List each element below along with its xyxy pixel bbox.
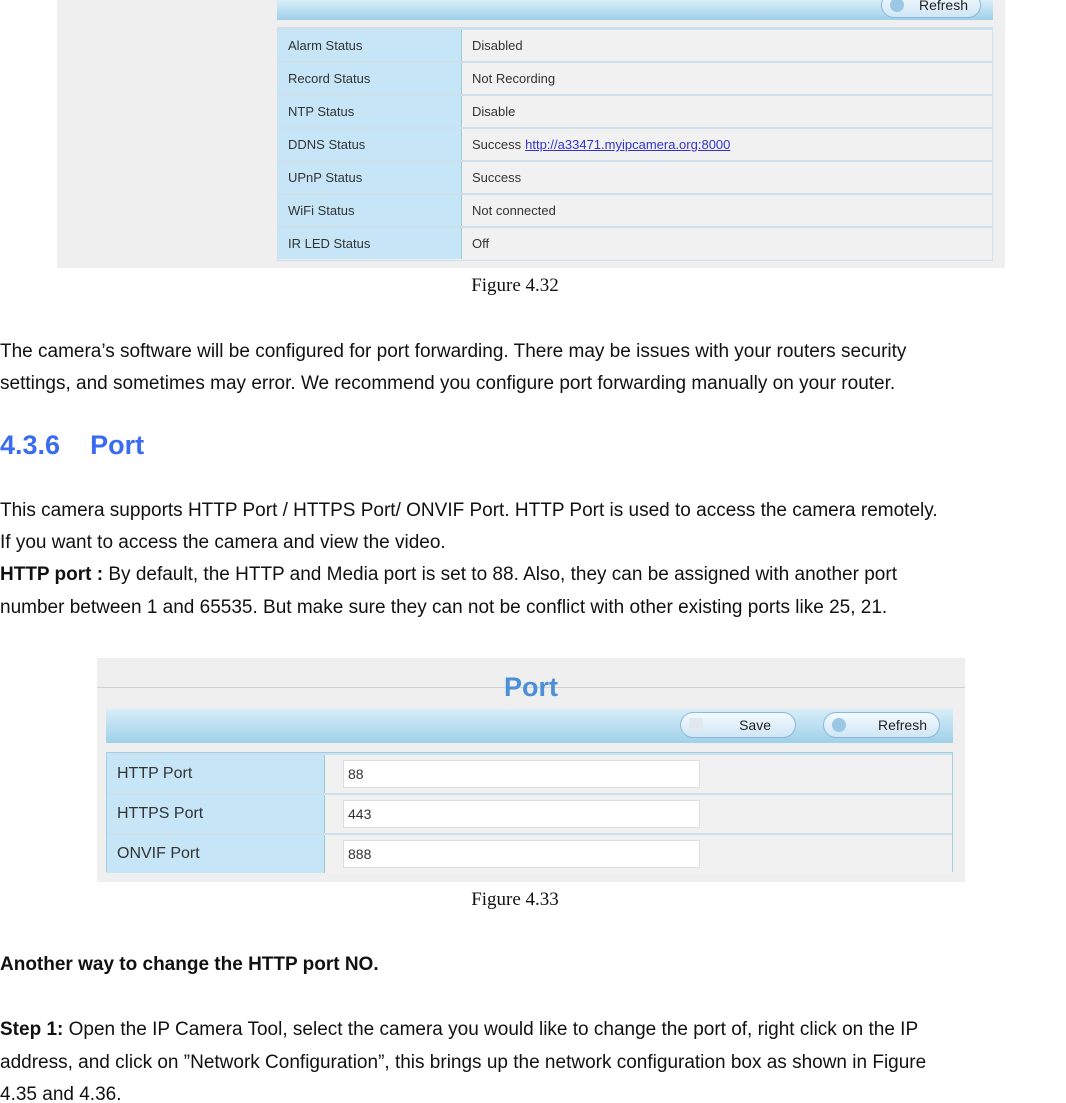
row-label: DDNS Status	[278, 129, 462, 160]
table-row	[107, 833, 952, 873]
status-table	[277, 27, 993, 261]
row-label: HTTPS Port	[107, 795, 325, 833]
table-row	[278, 127, 992, 160]
text: Open the IP Camera Tool, select the camera you would like to change the port of, right click on the IP	[63, 1019, 919, 1040]
paragraph-line: settings, and sometimes may error. We recommend you configure port forwarding manually on your router.	[0, 373, 896, 394]
save-button[interactable]	[680, 712, 796, 738]
paragraph-line: address, and click on ”Network Configuration”, this brings up the network configuration box as shown in Figure	[0, 1052, 927, 1073]
toolbar	[106, 709, 953, 743]
table-row	[278, 28, 992, 61]
refresh-button[interactable]	[823, 712, 940, 738]
value-text: Success	[472, 170, 522, 185]
refresh-icon	[890, 0, 904, 12]
value-text: Disable	[472, 104, 516, 119]
row-value	[462, 129, 992, 160]
row-label: NTP Status	[278, 96, 462, 127]
panel-title: Port	[504, 672, 558, 702]
table-row	[278, 61, 992, 94]
toolbar	[277, 0, 993, 20]
row-label: HTTP Port	[107, 755, 325, 793]
paragraph-line: 4.35 and 4.36.	[0, 1084, 122, 1103]
row-label: IR LED Status	[278, 228, 462, 259]
paragraph-line: If you want to access the camera and view the video.	[0, 532, 446, 553]
row-value	[462, 162, 992, 193]
figure-4-32-screenshot	[57, 0, 1005, 268]
subheading: Another way to change the HTTP port NO.	[0, 954, 379, 975]
paragraph-line: The camera’s software will be configured for port forwarding. There may be issues with your routers security	[0, 341, 907, 362]
paragraph-line	[0, 1014, 1066, 1047]
value-text: Off	[472, 236, 490, 251]
figure-4-33-screenshot	[97, 658, 965, 882]
port-input[interactable]: 888	[343, 840, 700, 868]
row-label: WiFi Status	[278, 195, 462, 226]
save-icon	[689, 718, 703, 732]
row-value	[462, 63, 992, 94]
refresh-label: Refresh	[877, 717, 927, 733]
table-row	[107, 793, 952, 833]
section-number: 4.3.6	[0, 430, 61, 460]
text: By default, the HTTP and Media port is set to 88. Also, they can be assigned with another port	[103, 564, 897, 585]
table-row	[278, 193, 992, 226]
refresh-icon	[832, 718, 846, 732]
figure-caption: Figure 4.32	[471, 275, 559, 296]
value-text: Disabled	[472, 38, 523, 53]
paragraph-line: number between 1 and 65535. But make sure they can not be conflict with other existing ports like 25, 21.	[0, 597, 888, 618]
row-value	[462, 96, 992, 127]
value-text: Success	[472, 137, 522, 152]
row-label: ONVIF Port	[107, 835, 325, 873]
value-text: Not Recording	[472, 71, 556, 86]
row-value	[462, 30, 992, 61]
row-value	[462, 228, 992, 259]
row-label: UPnP Status	[278, 162, 462, 193]
port-input[interactable]: 88	[343, 760, 700, 788]
table-row	[278, 160, 992, 193]
step-label: Step 1:	[0, 1019, 64, 1040]
section-title: Port	[90, 430, 145, 460]
ddns-link[interactable]: http://a33471.myipcamera.org:8000	[525, 137, 731, 152]
refresh-button[interactable]	[881, 0, 981, 18]
refresh-label: Refresh	[918, 0, 968, 13]
table-row	[278, 94, 992, 127]
table-row	[107, 753, 952, 793]
figure-caption: Figure 4.33	[471, 889, 559, 910]
port-table	[106, 752, 953, 872]
row-label: Alarm Status	[278, 30, 462, 61]
table-row	[278, 226, 992, 259]
section-heading	[0, 430, 144, 461]
port-input[interactable]: 443	[343, 800, 700, 828]
paragraph-line: This camera supports HTTP Port / HTTPS Port/ ONVIF Port. HTTP Port is used to access the camera remotely.	[0, 500, 938, 521]
row-label: Record Status	[278, 63, 462, 94]
save-label: Save	[739, 717, 771, 733]
bold-label: HTTP port :	[0, 564, 104, 585]
value-text: Not connected	[472, 203, 556, 218]
paragraph-line	[0, 559, 1066, 592]
row-value	[462, 195, 992, 226]
